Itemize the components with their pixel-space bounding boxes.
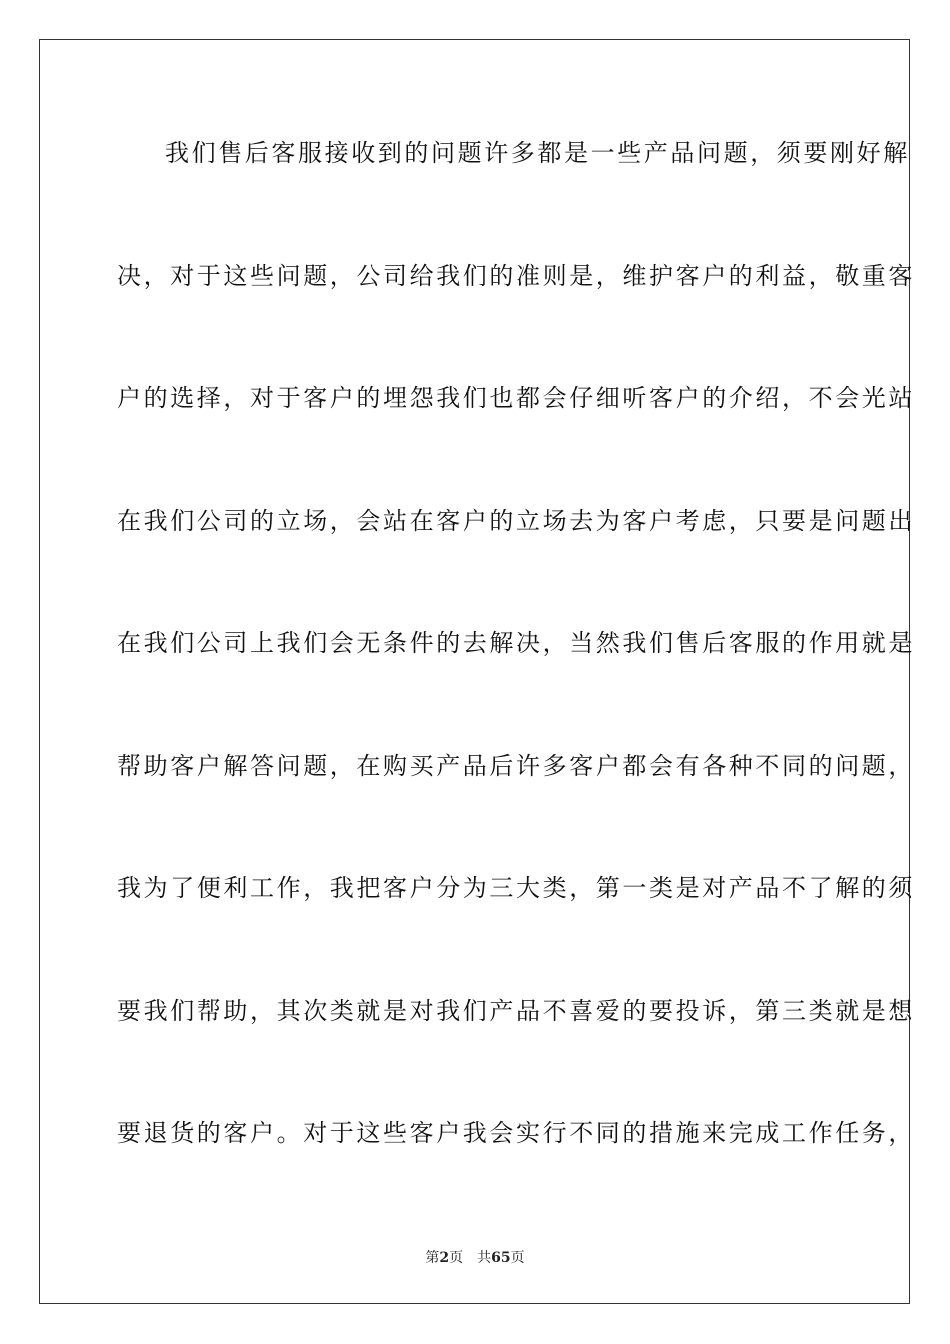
text-line: 决，对于这些问题，公司给我们的准则是，维护客户的利益，敬重客 (117, 261, 915, 290)
total-suffix: 页 (510, 1250, 525, 1266)
page-prefix: 第 (425, 1250, 440, 1266)
page-number: 2 (439, 1250, 450, 1266)
text-line: 要退货的客户。对于这些客户我会实行不同的措施来完成工作任务， (117, 1119, 915, 1147)
text-line: 要我们帮助，其次类就是对我们产品不喜爱的要投诉，第三类就是想 (117, 996, 915, 1025)
text-line: 在我们公司的立场，会站在客户的立场去为客户考虑，只要是问题出 (117, 506, 915, 535)
page-suffix: 页 (449, 1250, 464, 1266)
total-prefix: 共 (477, 1250, 492, 1266)
text-line: 在我们公司上我们会无条件的去解决，当然我们售后客服的作用就是 (117, 629, 915, 657)
page-footer (0, 1247, 950, 1267)
text-line: 我们售后客服接收到的问题许多都是一些产品问题，须要刚好解 (165, 139, 910, 167)
text-line: 我为了便利工作，我把客户分为三大类，第一类是对产品不了解的须 (117, 874, 915, 902)
text-line: 户的选择，对于客户的埋怨我们也都会仔细听客户的介绍，不会光站 (117, 384, 915, 412)
body-paragraph (117, 126, 915, 1229)
text-line: 帮助客户解答问题，在购买产品后许多客户都会有各种不同的问题， (117, 751, 915, 780)
total-pages: 65 (491, 1250, 511, 1266)
